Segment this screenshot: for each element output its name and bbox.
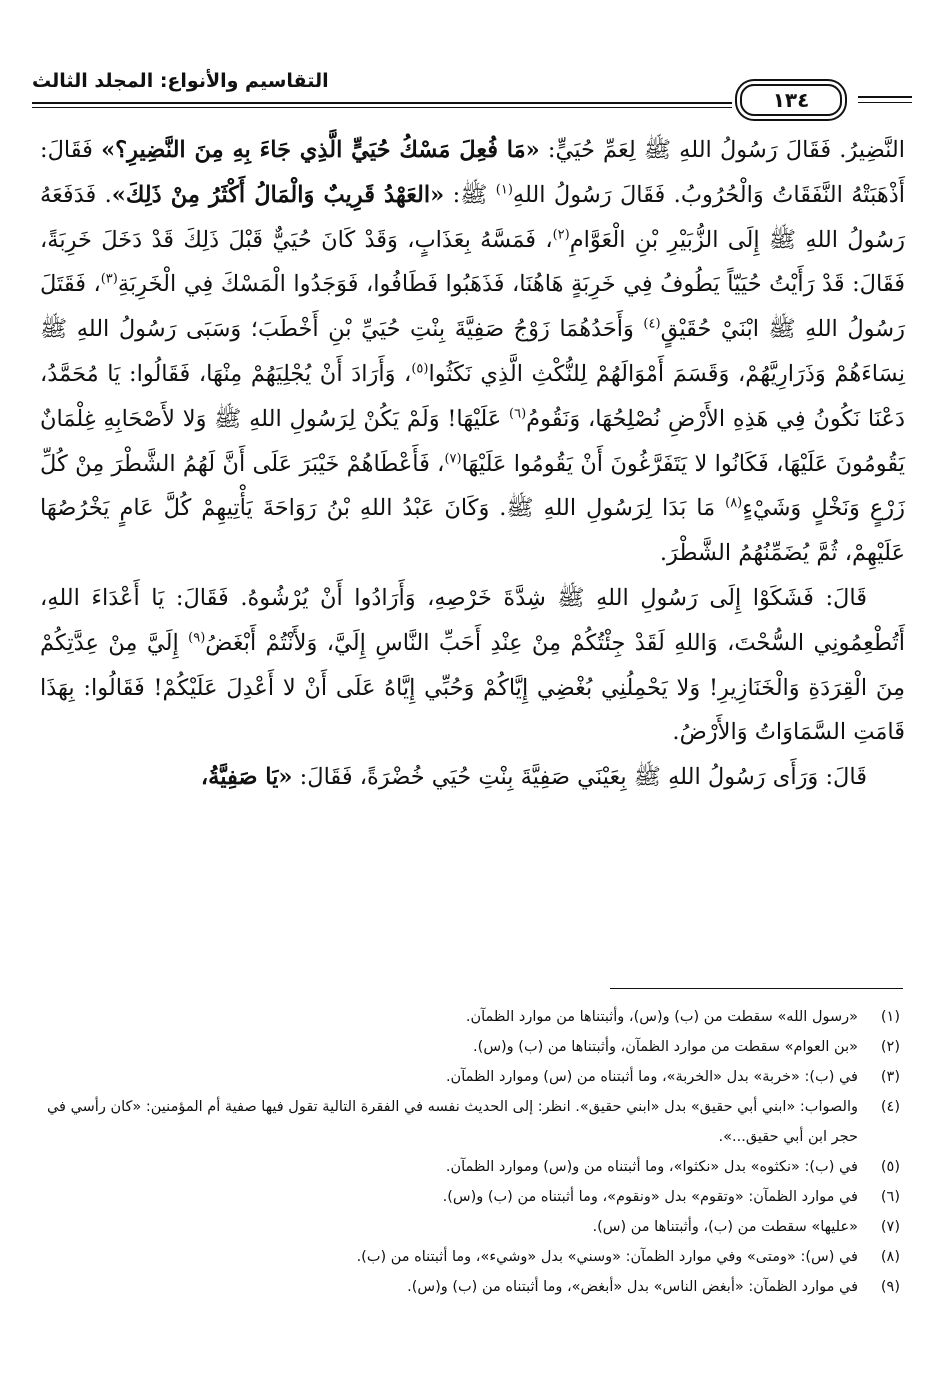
footnote-item [40, 1212, 900, 1242]
footnote-number: (٧) [880, 1219, 900, 1235]
header-rule-right-thin [858, 102, 912, 103]
header-rule-right [858, 96, 912, 98]
footnote-ref: (٩) [188, 630, 206, 646]
text-run: ﷺ: [444, 181, 496, 208]
text-run: قَالَ: وَرَأَى رَسُولُ اللهِ ﷺ بِعَيْنَي صَفِيَّةَ بِنْتِ حُيَي خُضْرَةً، فَقَالَ: [292, 764, 867, 791]
footnote-ref: (٥) [411, 361, 429, 377]
text-run: ، فَمَسَّهُ بِعَذَابٍ، وَقَدْ كَانَ حُيَيٌّ قَبْلَ ذَلِكَ قَدْ دَخَلَ خَرِبَةً، فَقَالَ: قَدْ رَأَيْتُ حُيَيّاً يَطُوفُ فِي خَرِبَةٍ هَاهُنَا، فَذَهَبُوا فَطَافُوا، فَوَجَدُوا الْمَسْكَ فِي الْخَرِبَةِ [40, 226, 905, 298]
footnote-item [40, 1152, 900, 1182]
hadith-quote: «مَا فُعِلَ مَسْكُ حُيَيٍّ الَّذِي جَاءَ بِهِ مِنَ النَّضِيرِ؟» [101, 137, 540, 163]
footnote-number: (٩) [880, 1279, 900, 1295]
footnote-text: «رسول الله» سقطت من (ب) و(س)، وأثبتناها من موارد الظمآن. [465, 1009, 858, 1025]
footnote-ref: (٧) [444, 451, 462, 467]
page-number: ١٣٤ [740, 84, 842, 116]
header-rule [32, 102, 732, 104]
footnote-number: (٤) [880, 1099, 900, 1115]
footnote-ref: (٤) [643, 316, 661, 332]
footnote-number: (٢) [880, 1039, 900, 1055]
footnote-item [40, 1062, 900, 1092]
text-run: ، فَقَتَلَ رَسُولُ اللهِ ﷺ ابْنَيْ حُقَيْقٍ [40, 271, 906, 343]
footnote-text: «عليها» سقطت من (ب)، وأثبتناها من (س). [592, 1219, 858, 1235]
footnote-ref: (٢) [552, 227, 570, 243]
text-run: فَقَالَ: أَذْهَبَتْهُ النَّفَقَاتُ وَالْحُرُوبُ. فَقَالَ رَسُولُ اللهِ [40, 137, 906, 208]
text-run: وَأَحَدُهُمَا زَوْجُ صَفِيَّةَ بِنْتِ حُيَيِّ بْنِ أَخْطَبَ؛ وَسَبَى رَسُولُ اللهِ ﷺ نِسَاءَهُمْ وَذَرَارِيَّهُمْ، وَقَسَمَ أَمْوَالَهُمْ لِلنُّكْثِ الَّذِي نَكَثُوا [40, 316, 905, 387]
hadith-quote: «العَهْدُ قَرِيبٌ وَالْمَالُ أَكْثَرُ مِنْ ذَلِكَ» [111, 181, 445, 208]
footnote-text: في (س): «ومتى» وفي موارد الظمآن: «وسني» بدل «وشيء»، وما أثبتناه من (ب). [356, 1249, 858, 1265]
footnote-number: (٣) [880, 1069, 900, 1085]
footnote-number: (٦) [880, 1189, 900, 1205]
text-run: مَا بَدَا لِرَسُولِ اللهِ ﷺ. وَكَانَ عَبْدُ اللهِ بْنُ رَوَاحَةَ يَأْتِيهِمْ كُلَّ عَامٍ يَخْرُصُهَا عَلَيْهِمْ، ثُمَّ يُضَمِّنُهُمُ الشَّطْرَ. [40, 495, 905, 567]
hadith-quote: «يَا صَفِيَّةُ، [200, 764, 293, 791]
footnote-item [40, 1092, 900, 1152]
text-run: إِلَيَّ مِنْ عِدَّتِكُمْ مِنَ الْقِرَدَةِ وَالْخَنَازِيرِ! وَلا يَحْمِلُنِي بُغْضِي إِيَّاكُمْ وَحُبِّي إِيَّاهُ عَلَى أَنْ لا أَعْدِلَ عَلَيْكُمْ! فَقَالُوا: بِهَذَا قَامَتِ السَّمَاوَاتُ وَالأَرْضُ. [40, 629, 905, 746]
text-run: ، وَأَرَادَ أَنْ يُجْلِيَهُمْ مِنْهَا، فَقَالُوا: يَا مُحَمَّدُ، دَعْنَا نَكُونُ فِي هَذِهِ الأَرْضِ نُصْلِحُهَا، وَنَقُومُ [40, 360, 905, 432]
main-text [40, 128, 905, 800]
footnote-text: في (ب): «خربة» بدل «الخربة»، وما أثبتناه من (س) وموارد الظمآن. [445, 1069, 858, 1085]
footnote-number: (٨) [880, 1249, 900, 1265]
footnote-text: «بن العوام» سقطت من موارد الظمآن، وأثبتناها من (ب) و(س). [473, 1039, 858, 1055]
text-run: قَالَ: فَشَكَوْا إِلَى رَسُولِ اللهِ ﷺ شِدَّةَ خَرْصِهِ، وَأَرَادُوا أَنْ يُرْشُوهُ. فَقَالَ: يَا أَعْدَاءَ اللهِ، أَتُطْعِمُونِي السُّحْتَ، وَاللهِ لَقَدْ جِئْتُكُمْ مِنْ عِنْدِ أَحَبِّ النَّاسِ إِلَيَّ، وَلأَنْتُمْ أَبْغَضُ [40, 584, 905, 656]
text-run: . فَدَفَعَهُ رَسُولُ اللهِ ﷺ إِلَى الزُّبَيْرِ بْنِ الْعَوَّامِ [40, 181, 906, 253]
footnote-ref: (٣) [100, 271, 118, 287]
footnote-ref: (٦) [509, 406, 527, 422]
footnote-number: (١) [880, 1009, 900, 1025]
footnote-separator [610, 988, 903, 989]
footnote-text: والصواب: «ابني أبي حقيق» بدل «ابني حقيق». انظر: إلى الحديث نفسه في الفقرة التالية تقول فيها صفية أم المؤمنين: «كان رأسي في حجر ابن أبي حقيق...». [46, 1099, 858, 1145]
text-run: عَلَيْهَا! وَلَمْ يَكُنْ لِرَسُولِ اللهِ ﷺ وَلا لأَصْحَابِهِ غِلْمَانٌ يَقُومُونَ عَلَيْهَا، فَكَانُوا لا يَتَفَرَّغُونَ أَنْ يَقُومُوا عَلَيْهَا [40, 405, 906, 477]
footnote-item [40, 1002, 900, 1032]
paragraph-3 [40, 755, 905, 800]
page-header [32, 58, 912, 112]
footnote-ref: (١) [495, 182, 513, 198]
paragraph-1 [40, 128, 905, 576]
footnote-ref: (٨) [725, 495, 743, 511]
footnote-item [40, 1242, 900, 1272]
footnotes [40, 1002, 900, 1302]
text-run: النَّضِيرُ. فَقَالَ رَسُولُ اللهِ ﷺ لِعَمِّ حُيَيٍّ: [539, 137, 906, 163]
running-title: التقاسيم والأنواع: المجلد الثالث [32, 70, 329, 92]
footnote-item [40, 1182, 900, 1212]
header-rule-thin [32, 107, 732, 108]
footnote-text: في (ب): «نكثوه» بدل «نكثوا»، وما أثبتناه من و(س) وموارد الظمآن. [445, 1159, 858, 1175]
footnote-text: في موارد الظمآن: «أبغض الناس» بدل «أبغض»، وما أثبتناه من (ب) و(س). [407, 1279, 858, 1295]
footnote-item [40, 1272, 900, 1302]
footnote-text: في موارد الظمآن: «وتقوم» بدل «ونقوم»، وما أثبتناه من (ب) و(س). [442, 1189, 858, 1205]
paragraph-2 [40, 576, 905, 755]
footnote-number: (٥) [880, 1159, 900, 1175]
text-run: ، فَأَعْطَاهُمْ خَيْبَرَ عَلَى أَنَّ لَهُمُ الشَّطْرَ مِنْ كُلِّ زَرْعٍ وَنَخْلٍ وَشَيْءٍ [40, 450, 905, 522]
footnote-item [40, 1032, 900, 1062]
